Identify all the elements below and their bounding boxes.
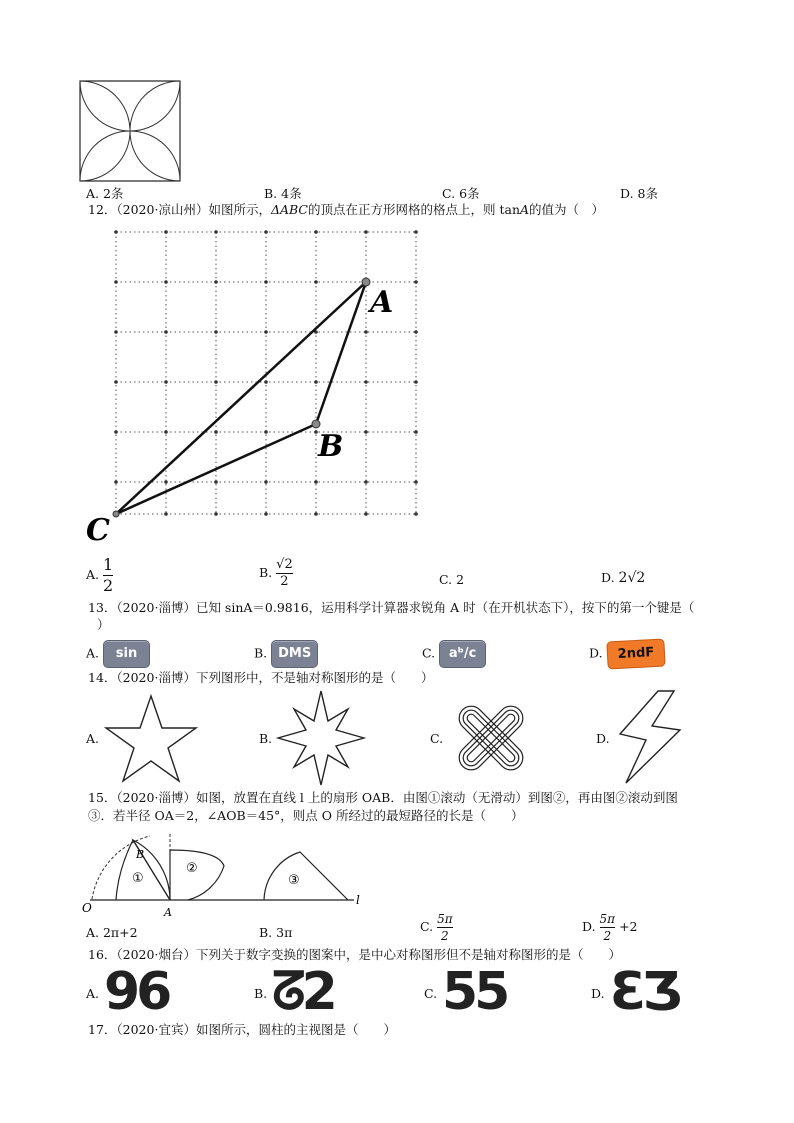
q13-option-c [422,640,486,668]
q12-option-b-num: √2 [276,557,293,572]
q16-option-d-glyph: ƐƷ [610,962,679,1022]
q14-option-b-label: B. [259,731,273,746]
grid-dot [414,480,418,484]
q14-stem: 14．（2020·淄博）下列图形中，不是轴对称图形的是（ ） [88,670,434,685]
grid-dot [414,280,418,284]
q12-option-a-num: 1 [103,555,114,574]
q11-flower-figure [79,80,181,182]
grid-dot [364,330,368,334]
grid-dot [214,330,218,334]
q15-label-l: l [356,893,360,907]
grid-dot [264,380,268,384]
q15-option-d-suffix: +2 [619,919,638,934]
q12-option-d-value: 2√2 [618,570,646,586]
q15-stem-line1: 15．（2020·淄博）如图，放置在直线 l 上的扇形 OAB．由图①滚动（无滑动）到图②，再由图②滚动到图 [88,790,678,805]
q12-stem-var: A [520,202,530,217]
grid-dot [364,512,368,516]
q12-stem-triangle: ΔABC [270,202,308,217]
grid-dot [364,480,368,484]
q11-option-d: D. 8条 [620,186,658,201]
q12-option-c: C. 2 [439,572,465,587]
q12-grid-figure [82,222,422,552]
grid-dot [264,512,268,516]
q11-option-b: B. 4条 [264,186,302,201]
grid-dot [314,280,318,284]
grid-dot [164,512,168,516]
q13-option-b [254,640,318,668]
fraction-key: aᵇ/c [439,640,486,668]
grid-dot [364,380,368,384]
q16-option-c-glyph: 55 [442,962,507,1022]
q12-option-b-den: 2 [280,574,289,589]
grid-dot [214,480,218,484]
q14-option-a-label: A. [86,731,100,746]
q12-option-b-label: B. [259,565,273,580]
q15-label-circle-2: ② [186,861,198,876]
q12-side-bc [116,424,316,514]
grid-dot [214,380,218,384]
q13-option-b-label: B. [254,645,268,661]
q14-option-c-label: C. [430,731,444,746]
q15-option-d-label: D. [582,919,596,934]
q12-point-c [113,511,119,517]
q12-stem-prefix: 12．（2020·凉山州）如图所示， [88,202,271,217]
q12-option-b-fraction [276,558,293,589]
q14-option-d-label: D. [596,731,610,746]
q15-label-a: A [164,906,172,916]
q15-sector-figure [78,830,378,916]
q15-option-d [582,912,638,943]
grid-dot [114,330,118,334]
q12-option-a [86,556,113,595]
q15-option-b: B. 3π [259,925,293,940]
q15-label-o: O [82,901,92,915]
grid-dot [214,280,218,284]
q12-side-ab [316,282,366,424]
q13-stem-line2: ） [97,617,110,632]
sin-key: sin [103,640,150,668]
q12-stem-end: 的值为（ ） [529,202,605,217]
q12-stem [88,202,604,218]
q12-side-ac [116,282,366,514]
q16-stem: 16．（2020·烟台）下列关于数字变换的图案中，是中心对称图形但不是轴对称图形的是（ ） [88,947,621,962]
q12-point-b [312,420,320,428]
grid-dot [114,430,118,434]
grid-dot [164,380,168,384]
q13-option-a [86,640,150,668]
grid-dot [214,230,218,234]
q14-lightning-bolt-icon [614,688,684,786]
q15-option-c-num: 5π [437,912,453,926]
q16-option-c-label: C. [424,986,438,1001]
q16-option-b-label: B. [254,986,268,1001]
q11-option-a: A. 2条 [86,186,124,201]
grid-dot [414,230,418,234]
q14-interlaced-knot-icon [446,693,536,783]
q15-stem-line2: ③．若半径 OA＝2，∠AOB＝45°，则点 O 所经过的最短路径的长是（ ） [88,808,524,823]
q15-option-c-fraction [437,912,453,943]
q13-stem-line1: 13．（2020·淄博）已知 sinA＝0.9816，运用科学计算器求锐角 A 时（在开机状态下），按下的第一个键是（ [88,600,695,615]
dms-key: DMS [271,640,318,668]
grid-dot [364,430,368,434]
q13-option-c-label: C. [422,645,436,661]
grid-dot [264,430,268,434]
q17-stem: 17．（2020·宜宾）如图所示，圆柱的主视图是（ ） [88,1022,396,1037]
q15-option-d-fraction [600,912,616,943]
q13-option-d-label: D. [589,645,603,661]
grid-dot [264,480,268,484]
q15-sector-3 [264,852,348,900]
grid-dot [164,230,168,234]
grid-dot [114,280,118,284]
q15-label-circle-3: ③ [288,873,300,888]
grid-dot [164,430,168,434]
grid-dot [264,230,268,234]
q15-option-d-num: 5π [599,912,616,926]
grid-dot [114,230,118,234]
q16-option-b-glyph: ᘔ2 [272,962,334,1022]
q12-stem-middle: 的顶点在正方形网格的格点上，则 tan [308,202,521,217]
grid-dot [364,230,368,234]
q16-option-d-label: D. [591,986,605,1001]
q12-label-a: A [370,285,394,320]
grid-dot [114,480,118,484]
q13-option-a-label: A. [86,645,100,661]
grid-dot [314,230,318,234]
grid-dot [314,380,318,384]
q16-option-a-label: A. [86,986,100,1001]
q12-option-b [259,558,293,589]
q15-label-circle-1: ① [132,871,144,886]
q12-label-c: C [86,513,110,548]
q15-option-d-den: 2 [603,929,612,943]
grid-dot [314,480,318,484]
grid-dot [164,330,168,334]
q12-option-d [601,570,645,586]
grid-dot [314,512,318,516]
grid-dot [414,380,418,384]
q15-label-b: B [136,848,145,861]
q15-option-c-den: 2 [441,929,449,943]
grid-dot [214,430,218,434]
q15-option-a: A. 2π+2 [86,925,138,940]
q12-option-a-den: 2 [103,576,114,595]
q16-option-a-glyph: 96 [104,962,169,1022]
q12-option-a-label: A. [86,567,100,582]
q12-option-d-label: D. [601,570,615,585]
grid-dot [164,280,168,284]
q15-option-c-label: C. [420,919,434,934]
grid-dot [414,430,418,434]
q13-option-d [589,640,665,668]
q12-point-a [362,278,370,286]
q15-option-c [420,912,453,943]
q14-eight-point-star-icon [276,689,366,787]
grid-dot [164,480,168,484]
grid-dot [214,512,218,516]
q12-label-b: B [318,429,344,464]
q12-option-a-fraction [103,556,113,595]
grid-dot [114,380,118,384]
second-function-key: 2ndF [606,639,665,670]
grid-dot [414,512,418,516]
q11-option-c: C. 6条 [442,186,480,201]
q14-five-point-star-icon [103,693,199,785]
grid-dot [414,330,418,334]
grid-dot [264,330,268,334]
grid-dot [264,280,268,284]
